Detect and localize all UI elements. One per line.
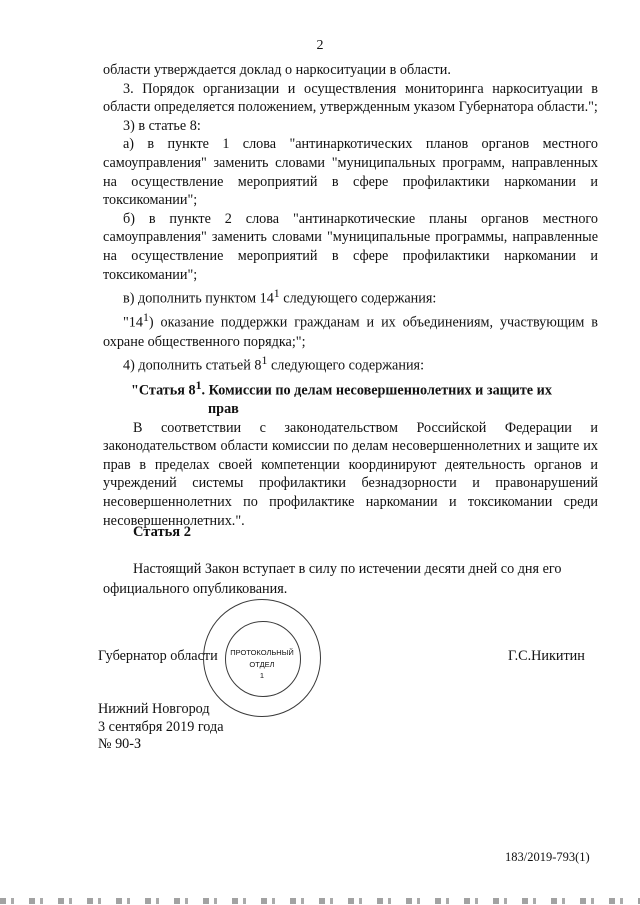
seal-stamp xyxy=(203,599,321,717)
paragraph: области утверждается доклад о наркоситуации в области. xyxy=(103,62,451,78)
superscript: 1 xyxy=(261,353,268,368)
city: Нижний Новгород xyxy=(98,701,210,717)
article-2-body xyxy=(103,559,598,599)
paragraph: В соответствии с законодательством Российской Федерации и законодательством области комиссии по делам несовершеннолетних и защите их прав в пределах своей компетенции координируют деятельность органов и учреждений системы профилактики безнадзорности и правонарушений несовершеннолетних по профилактике наркомании и токсикомании среди несовершеннолетних.". xyxy=(103,419,598,529)
stamp-text: ОТДЕЛ xyxy=(249,660,275,669)
page-number: 2 xyxy=(316,38,324,53)
scan-edge-artifact xyxy=(0,898,640,904)
text-part: следующего содержания: xyxy=(267,358,425,375)
paragraph xyxy=(103,284,598,308)
article-heading-continued: прав xyxy=(208,401,239,418)
stamp-text: 1 xyxy=(259,671,265,680)
law-number: № 90-З xyxy=(98,736,142,753)
place-date-block xyxy=(98,701,224,754)
article-2-title: Статья 2 xyxy=(133,524,191,540)
signatory-position: Губернатор области xyxy=(98,648,218,664)
paragraph: б) в пункте 2 слова "антинаркотические планы органов местного самоуправления" заменить словами "муниципальные программы, направленные на осуществление мероприятий в сфере профилактики наркомании и токсикомании"; xyxy=(103,210,598,283)
document-code: 183/2019-793(1) xyxy=(505,850,590,864)
superscript: 1 xyxy=(142,310,149,325)
paragraph: Настоящий Закон вступает в силу по истечении десяти дней со дня его официального опубликования. xyxy=(103,561,562,597)
article-heading xyxy=(103,376,598,400)
text-part: 4) дополнить статьей 8 xyxy=(123,358,262,375)
signatory-name: Г.С.Никитин xyxy=(508,648,585,664)
superscript: 1 xyxy=(195,377,202,392)
paragraph: а) в пункте 1 слова "антинаркотических планов органов местного самоуправления" заменить словами "муниципальных программ, направленных на осуществление мероприятий в сфере профилактики наркомании и токсикомании"; xyxy=(103,136,598,209)
text-part: "Статья 8 xyxy=(131,382,196,399)
text-part: "14 xyxy=(123,315,143,332)
superscript: 1 xyxy=(273,286,280,301)
paragraph: 3) в статье 8: xyxy=(123,117,201,134)
text-part: ) оказание поддержки гражданам и их объединениям, участвующим в охране общественного порядка;"; xyxy=(103,315,598,350)
date: 3 сентября 2019 года xyxy=(98,718,224,735)
stamp-inner-ring xyxy=(225,621,301,697)
text-part: в) дополнить пунктом 14 xyxy=(123,290,274,307)
stamp-text: ПРОТОКОЛЬНЫЙ xyxy=(230,648,294,657)
paragraph xyxy=(103,351,598,375)
paragraph xyxy=(103,308,598,351)
text-part: следующего содержания: xyxy=(279,290,437,307)
paragraph: 3. Порядок организации и осуществления мониторинга наркоситуации в области определяется положением, утвержденным указом Губернатора области."; xyxy=(103,80,598,116)
document-body xyxy=(103,61,598,530)
text-part: . Комиссии по делам несовершеннолетних и защите их xyxy=(201,382,552,399)
